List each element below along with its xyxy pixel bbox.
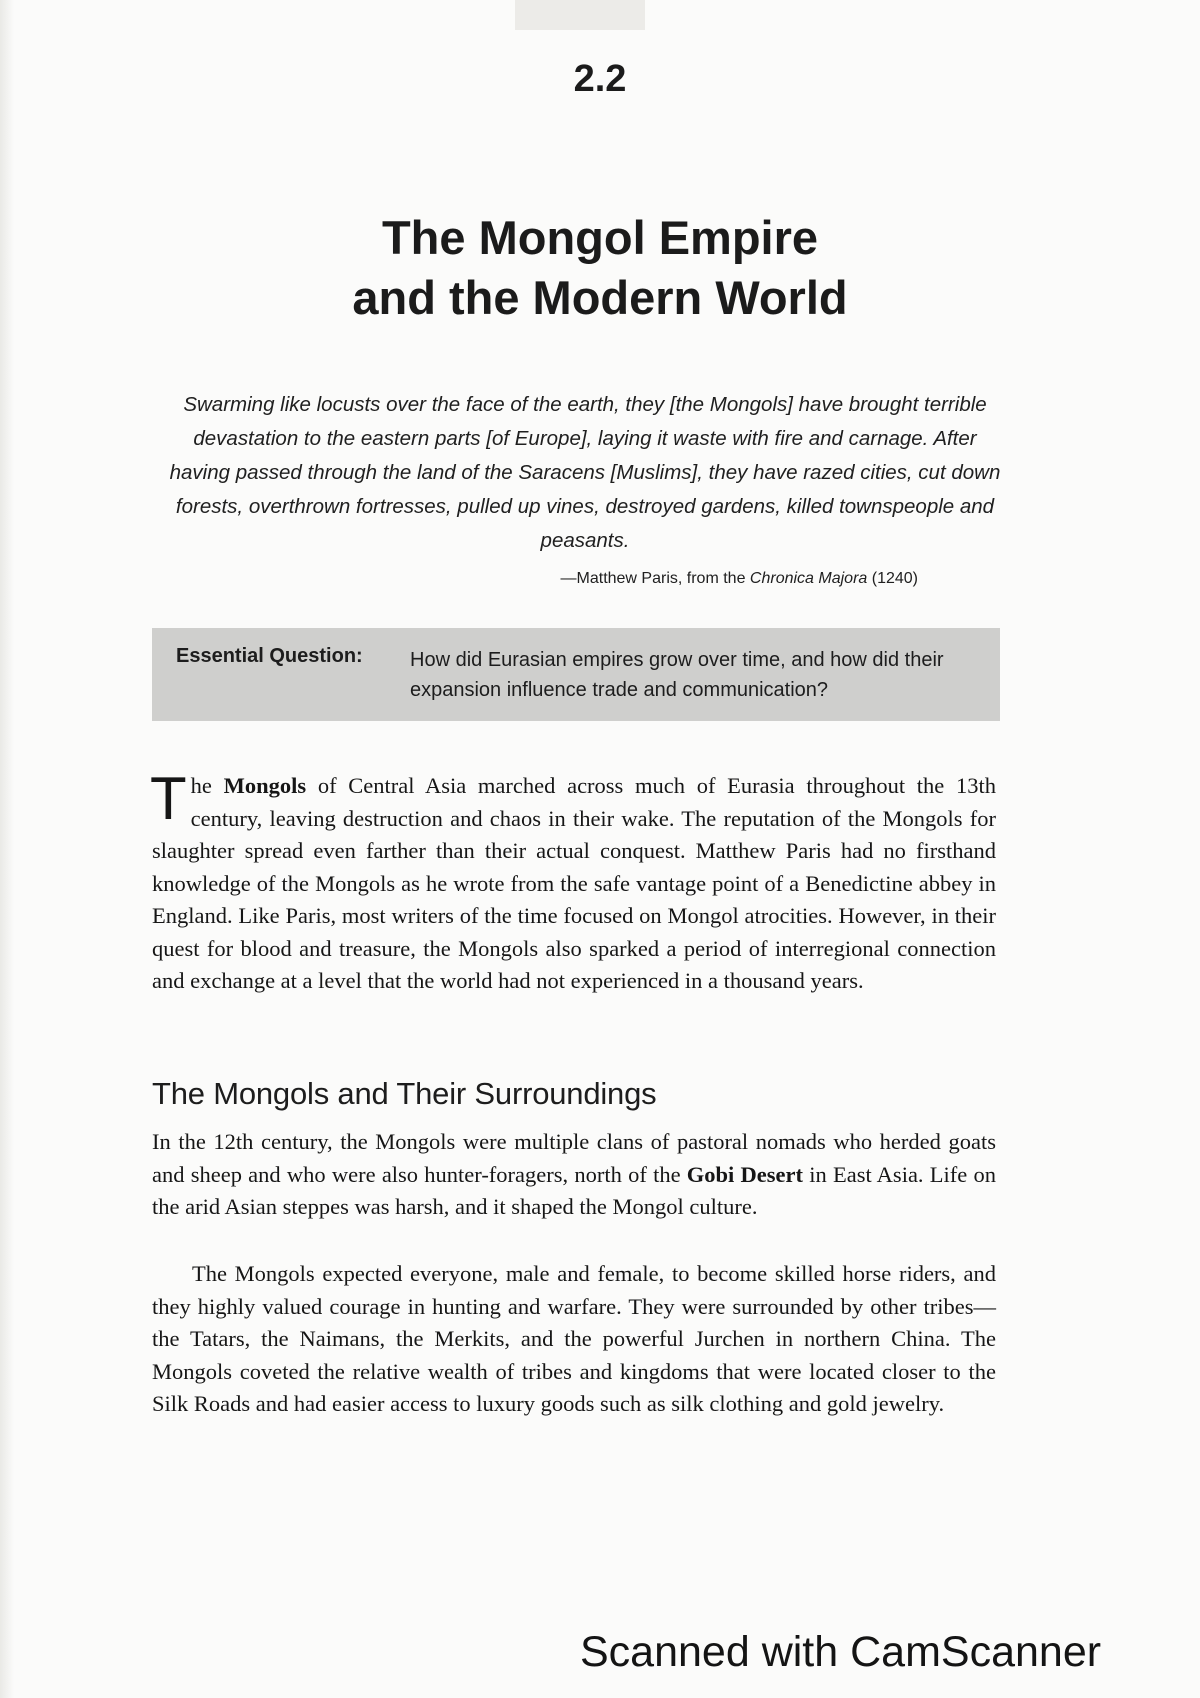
essential-question-label: Essential Question: — [176, 645, 363, 667]
chapter-title-line-2: and the Modern World — [352, 271, 848, 324]
intro-lead: he — [190, 773, 224, 798]
intro-paragraph — [150, 765, 996, 998]
intro-text: of Central Asia marched across much of Eurasia throughout the 13th century, leaving destruction and chaos in their wake. The reputation of the Mongols for slaughter spread even farther than their actual conquest. Matthew Paris had no firsthand knowledge of the Mongols as he wrote from the safe vantage point of a Benedictine abbey in England. Like Paris, most writers of the time focused on Mongol atrocities. However, in their quest for blood and treasure, the Mongols also sparked a period of interregional connection and exchange at a level that the world had not experienced in a thousand years. — [152, 773, 996, 993]
attribution-work: Chronica Majora — [749, 570, 868, 587]
essential-question-box — [152, 628, 1000, 721]
scan-edge — [0, 0, 14, 1698]
chapter-title-line-1: The Mongol Empire — [381, 211, 819, 264]
attribution-year: (1240) — [867, 570, 918, 587]
essential-question-text: How did Eurasian empires grow over time, and how did their expansion influence trade and communication? — [410, 649, 944, 701]
epigraph-attribution — [300, 570, 918, 588]
section-number: 2.2 — [573, 58, 627, 100]
section-paragraph-2: The Mongols expected everyone, male and female, to become skilled horse riders, and they highly valued courage in hunting and warfare. They were surrounded by other tribes—the Tatars, the Naimans, the Merkits, and the powerful Jurchen in northern China. The Mongols coveted the relative wealth of tribes and kingdoms that were located closer to the Silk Roads and had easier access to luxury goods such as silk clothing and gold jewelry. — [152, 1261, 996, 1416]
section-heading: The Mongols and Their Surroundings — [152, 1076, 657, 1111]
epigraph-quote: Swarming like locusts over the face of the earth, they [the Mongols] have brought terrible devastation to the eastern parts [of Europe], laying it waste with fire and carnage. After having passed through the land of the Saracens [Muslims], they have razed cities, cut down forests, overthrown fortresses, pulled up vines, destroyed gardens, killed townspeople and peasants. — [169, 393, 1001, 552]
key-term-mongols: Mongols — [223, 773, 307, 798]
attribution-prefix: —Matthew Paris, from the — [560, 570, 750, 587]
section-p1-after: in East Asia. Life on the arid Asian steppes was harsh, and it shaped the Mongol culture. — [152, 1161, 996, 1219]
drop-cap: T — [150, 765, 187, 832]
section-p1-before: In the 12th century, the Mongols were multiple clans of pastoral nomads who herded goats and sheep and who were also hunter-foragers, north of the — [152, 1129, 996, 1187]
chapter-title — [150, 208, 1050, 328]
section-paragraph-1 — [152, 1126, 996, 1224]
key-term-gobi-desert: Gobi Desert — [686, 1161, 803, 1187]
camscanner-watermark: Scanned with CamScanner — [580, 1628, 1102, 1676]
scan-tab-shadow — [515, 0, 645, 30]
